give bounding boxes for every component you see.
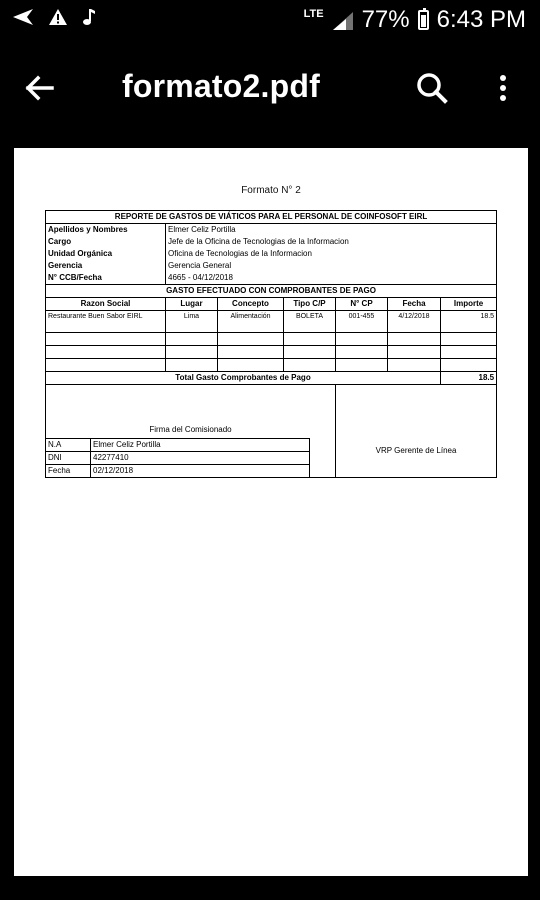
total-label: Total Gasto Comprobantes de Pago bbox=[46, 372, 441, 385]
file-title: formato2.pdf bbox=[122, 68, 320, 104]
firma-label: Firma del Comisionado bbox=[149, 425, 232, 434]
clock: 6:43 PM bbox=[436, 6, 526, 33]
back-button[interactable] bbox=[18, 66, 62, 110]
sig-value: Elmer Celiz Portilla bbox=[91, 439, 310, 452]
info-label: Apellidos y Nombres bbox=[46, 224, 166, 237]
warning-icon bbox=[48, 8, 68, 32]
info-label: Unidad Orgánica bbox=[46, 248, 166, 260]
approver-label: VRP Gerente de Línea bbox=[336, 385, 497, 478]
column-header: Tipo C/P bbox=[284, 298, 336, 311]
search-icon bbox=[410, 66, 454, 110]
cell-tipo: BOLETA bbox=[284, 311, 336, 333]
column-header: Fecha bbox=[388, 298, 441, 311]
cell-importe: 18.5 bbox=[441, 311, 497, 333]
sig-value: 02/12/2018 bbox=[91, 465, 310, 478]
cell-concepto: Alimentación bbox=[218, 311, 284, 333]
info-value: Oficina de Tecnologias de la Informacion bbox=[166, 248, 497, 260]
column-header: Lugar bbox=[166, 298, 218, 311]
search-button[interactable] bbox=[410, 66, 454, 110]
pdf-page[interactable] bbox=[14, 148, 528, 876]
section-title: GASTO EFECTUADO CON COMPROBANTES DE PAGO bbox=[46, 285, 497, 298]
battery-icon bbox=[418, 10, 429, 30]
table-row bbox=[46, 311, 497, 333]
column-header: Concepto bbox=[218, 298, 284, 311]
column-header: Importe bbox=[441, 298, 497, 311]
column-header: Razon Social bbox=[46, 298, 166, 311]
info-value: Elmer Celiz Portilla bbox=[166, 224, 497, 237]
column-header: N° CP bbox=[336, 298, 388, 311]
cell-lugar: Lima bbox=[166, 311, 218, 333]
sig-label: DNI bbox=[46, 452, 91, 465]
table-row bbox=[46, 346, 497, 359]
table-row bbox=[46, 333, 497, 346]
cell-fecha: 4/12/2018 bbox=[388, 311, 441, 333]
music-note-icon bbox=[82, 8, 96, 32]
signature-table bbox=[46, 438, 335, 477]
more-options-button[interactable] bbox=[488, 66, 518, 110]
format-label: Formato N° 2 bbox=[241, 185, 301, 196]
more-vert-icon bbox=[488, 66, 518, 110]
info-value: Gerencia General bbox=[166, 260, 497, 272]
signature-block bbox=[46, 385, 336, 478]
lte-indicator: LTE bbox=[303, 7, 324, 20]
sig-label: N.A bbox=[46, 439, 91, 452]
back-arrow-icon bbox=[18, 66, 62, 110]
sig-label: Fecha bbox=[46, 465, 91, 478]
table-row bbox=[46, 359, 497, 372]
cell-numero: 001-455 bbox=[336, 311, 388, 333]
info-label: Gerencia bbox=[46, 260, 166, 272]
sig-value: 42277410 bbox=[91, 452, 310, 465]
expense-report-table bbox=[45, 210, 497, 478]
info-label: Cargo bbox=[46, 236, 166, 248]
battery-percent: 77% bbox=[361, 6, 410, 33]
info-value: 4665 - 04/12/2018 bbox=[166, 272, 497, 285]
signal-icon bbox=[332, 10, 354, 30]
report-title: REPORTE DE GASTOS DE VIÁTICOS PARA EL PERSONAL DE COINFOSOFT EIRL bbox=[46, 211, 497, 224]
app-bar bbox=[0, 44, 540, 134]
navigation-arrow-icon bbox=[12, 8, 34, 32]
info-value: Jefe de la Oficina de Tecnologias de la Informacion bbox=[166, 236, 497, 248]
info-label: N° CCB/Fecha bbox=[46, 272, 166, 285]
status-bar bbox=[0, 0, 540, 40]
cell-razon-social: Restaurante Buen Sabor EIRL bbox=[46, 311, 166, 333]
total-value: 18.5 bbox=[441, 372, 497, 385]
